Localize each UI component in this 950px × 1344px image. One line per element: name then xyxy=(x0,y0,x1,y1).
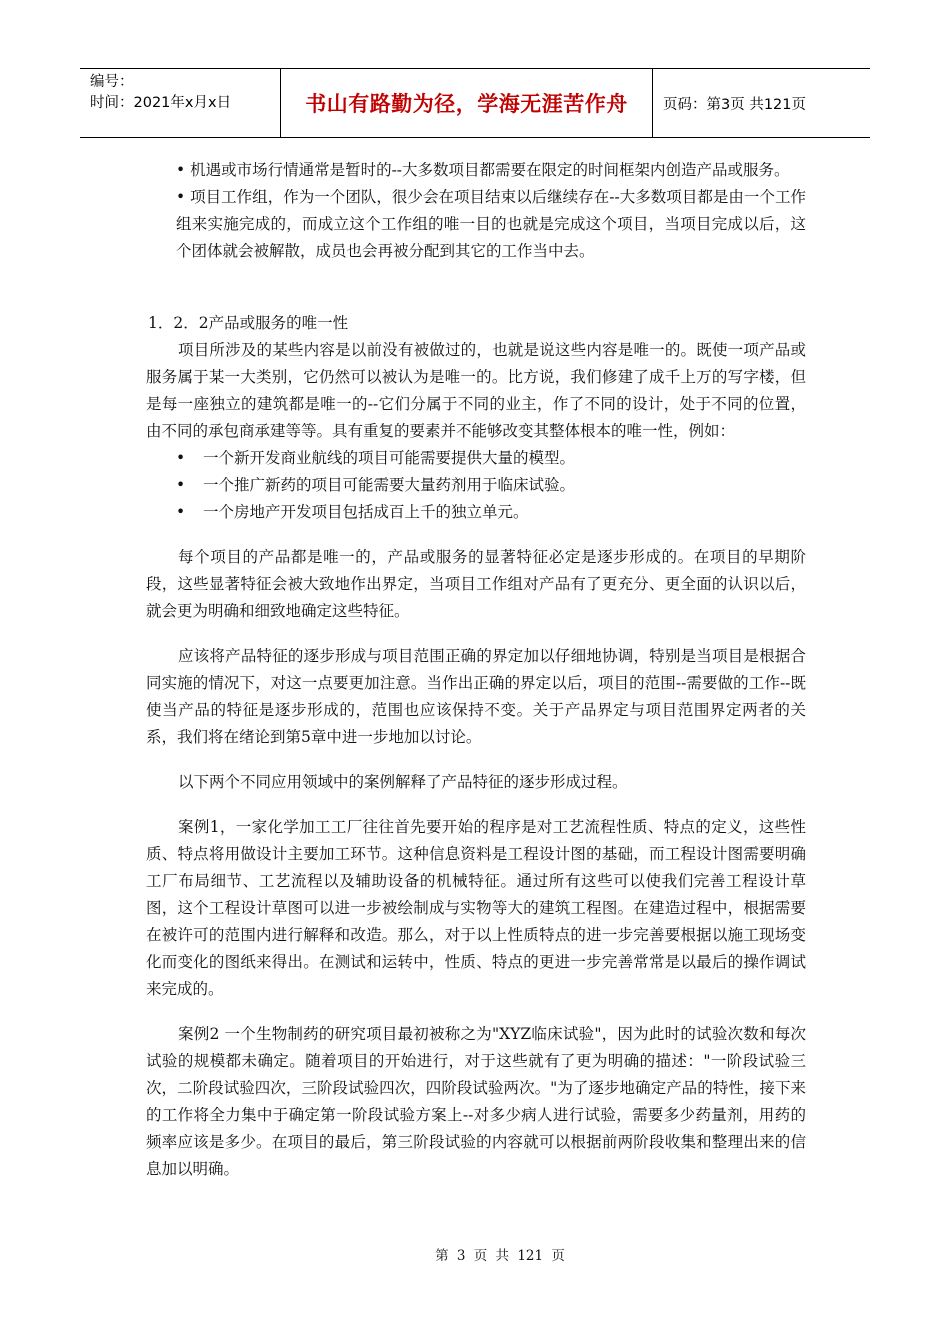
header-motto: 书山有路勤为径，学海无涯苦作舟 xyxy=(281,69,653,137)
paragraph-case-2: 案例2 一个生物制药的研究项目最初被称之为"XYZ临床试验"，因为此时的试验次数和每次试验的规模都未确定。随着项目的开始进行，对于这些就有了更为明确的描述："一阶段试验三次，二阶段试验四次，三阶段试验四次，四阶段试验两次。"为了逐步地确定产品的特性，接下来的工作将全力集中于确定第一阶段试验方案上--对多少病人进行试验，需要多少药量剂，用药的频率应该是多少。在项目的最后，第三阶段试验的内容就可以根据前两阶段收集和整理出来的信息加以明确。 xyxy=(146,1025,806,1178)
paragraph-uniqueness: 项目所涉及的某些内容是以前没有被做过的，也就是说这些内容是唯一的。既使一项产品或服务属于某一大类别，它仍然可以被认为是唯一的。比方说，我们修建了成千上万的写字楼，但是每一座独立的建筑都是唯一的--它们分属于不同的业主，作了不同的设计，处于不同的位置，由不同的承包商承建等等。具有重复的要素并不能够改变其整体根本的唯一性，例如： xyxy=(146,341,806,440)
section-heading: 1．2．2产品或服务的唯一性 xyxy=(148,314,349,332)
list-item xyxy=(146,499,806,526)
paragraph-scope: 应该将产品特征的逐步形成与项目范围正确的界定加以仔细地协调，特别是当项目是根据合同实施的情况下，对这一点要更加注意。当作出正确的界定以后，项目的范围--需要做的工作--既使当产品的特征是逐步形成的，范围也应该保持不变。关于产品界定与项目范围界定两者的关系，我们将在绪论到第5章中进一步地加以讨论。 xyxy=(146,647,806,746)
bullet-icon: • xyxy=(176,449,186,467)
list-item-text: 一个推广新药的项目可能需要大量药剂用于临床试验。 xyxy=(203,476,576,494)
list-item xyxy=(146,445,806,472)
date-label: 时间：2021年x月x日 xyxy=(90,95,232,111)
page-footer: 第 3 页 共 121 页 xyxy=(435,1248,565,1264)
header-meta xyxy=(80,69,281,137)
paragraph-progressive: 每个项目的产品都是唯一的，产品或服务的显著特征必定是逐步形成的。在项目的早期阶段，这些显著特征会被大致地作出界定，当项目工作组对产品有了更充分、更全面的认识以后，就会更为明确和细致地确定这些特征。 xyxy=(146,548,806,620)
bullet-icon: • xyxy=(176,503,186,521)
document-number-label: 编号： xyxy=(90,74,134,90)
bullet-icon: • xyxy=(176,476,186,494)
document-body xyxy=(146,157,806,1183)
list-item-text: 一个新开发商业航线的项目可能需要提供大量的模型。 xyxy=(203,449,576,467)
bullet-paragraph-opportunity: • 机遇或市场行情通常是暂时的--大多数项目都需要在限定的时间框架内创造产品或服务。 xyxy=(176,161,790,179)
list-item-text: 一个房地产开发项目包括成百上千的独立单元。 xyxy=(203,503,529,521)
header-page-info: 页码：第3页 共121页 xyxy=(663,96,807,113)
list-item xyxy=(146,472,806,499)
paragraph-case-1: 案例1，一家化学加工工厂往往首先要开始的程序是对工艺流程性质、特点的定义，这些性质、特点将用做设计主要加工环节。这种信息资料是工程设计图的基础，而工程设计图需要明确工厂布局细节、工艺流程以及辅助设备的机械特征。通过所有这些可以使我们完善工程设计草图，这个工程设计草图可以进一步被绘制成与实物等大的建筑工程图。在建造过程中，根据需要在被许可的范围内进行解释和改造。那么，对于以上性质特点的进一步完善要根据以施工现场变化而变化的图纸来得出。在测试和运转中，性质、特点的更进一步完善常常是以最后的操作调试来完成的。 xyxy=(146,818,806,998)
page-header xyxy=(80,68,870,138)
bullet-paragraph-team: • 项目工作组，作为一个团队，很少会在项目结束以后继续存在--大多数项目都是由一个工作组来实施完成的，而成立这个工作组的唯一目的也就是完成这个项目，当项目完成以后，这个团体就会被解散，成员也会再被分配到其它的工作当中去。 xyxy=(176,188,806,260)
paragraph-intro-cases: 以下两个不同应用领域中的案例解释了产品特征的逐步形成过程。 xyxy=(178,773,628,791)
